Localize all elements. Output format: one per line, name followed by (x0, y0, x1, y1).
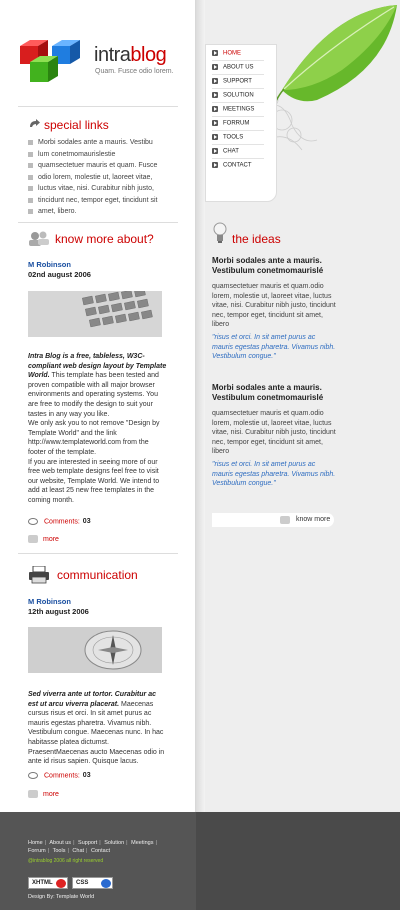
link-arrow-icon (28, 119, 40, 129)
brand-part1: intra (94, 44, 131, 66)
nav-label: ABOUT US (223, 64, 254, 71)
arrow-right-icon (212, 78, 218, 84)
footer-link[interactable]: Contact (91, 848, 110, 854)
footer-link[interactable]: Home (28, 840, 43, 846)
nav-separator (212, 116, 264, 117)
footer-link[interactable]: About us (49, 840, 72, 846)
list-item[interactable]: lum conetmomaurislestie (28, 149, 170, 161)
post-body (28, 690, 168, 767)
post-date: 02nd august 2006 (28, 270, 91, 279)
nav-label: HOME (223, 50, 241, 57)
list-item[interactable]: quamsectetuer mauris et quam. Fusce (28, 160, 170, 172)
nav-item-support[interactable] (212, 78, 252, 85)
post-body (28, 352, 168, 506)
nav-item-meetings[interactable] (212, 106, 254, 113)
document-icon (28, 535, 38, 543)
nav-label: TOOLS (223, 134, 244, 141)
idea-text: quamsectetuer mauris et quam.odio lorem, molestie ut, laoreet vitae, luctus vitae, nisi. Curabitur nibh justo, tincidunt nec, tempor eget, tincidunt sit amet, libero (212, 283, 336, 329)
footer (0, 812, 400, 910)
comments-label: Comments: (44, 772, 80, 780)
post-lead: Sed viverra ante ut tortor. Curabitur ac est ut arcu viverra placerat. (28, 691, 156, 708)
more-label: more (43, 790, 59, 798)
post-author[interactable]: M Robinson (28, 260, 71, 269)
know-more-title: know more about? (55, 232, 154, 246)
nav-label: FORRUM (223, 120, 250, 127)
nav-separator (212, 102, 264, 103)
main-navigation (205, 44, 277, 202)
nav-label: SUPPORT (223, 78, 252, 85)
know-more-label: know more (296, 516, 331, 523)
footer-link[interactable]: Solution (104, 840, 125, 846)
lightbulb-icon (213, 222, 227, 244)
post-text: If you are interested in seeing more of our free web template designs feel free to visit our website, Template World. We intend to add at least 25 new free templates in the coming month. (28, 458, 160, 504)
post-lead: Intra Blog is a free, tableless, W3C-compliant web design layout by Template World. (28, 353, 167, 380)
nav-label: CHAT (223, 148, 239, 155)
idea-quote: "risus et orci. In sit amet purus ac mauris egestas pharetra. Vivamus nibh. Vestibulum congue." (212, 334, 336, 361)
keyboard-image (28, 291, 162, 337)
document-icon (28, 790, 38, 798)
copyright-text: @intrablog 2006 all right reserved (28, 858, 104, 864)
special-links-title: special links (44, 118, 109, 132)
comment-bubble-icon (28, 518, 38, 525)
people-icon (28, 231, 50, 247)
idea-quote: "risus et orci. In sit amet purus ac mauris egestas pharetra. Vivamus nibh. Vestibulum congue." (212, 461, 336, 488)
nav-item-forrum[interactable] (212, 120, 249, 127)
nav-label: MEETINGS (223, 106, 255, 113)
nav-label: CONTACT (223, 162, 252, 169)
list-item[interactable]: odio lorem, molestie ut, laoreet vitae, (28, 172, 170, 184)
nav-item-home[interactable] (212, 50, 241, 57)
nav-separator (212, 130, 264, 131)
special-links-list (28, 137, 170, 218)
post-date: 12th august 2006 (28, 607, 89, 616)
footer-link[interactable]: Chat (72, 848, 85, 854)
nav-separator (212, 144, 264, 145)
compass-image (28, 627, 162, 673)
know-more-button[interactable] (212, 513, 334, 527)
xhtml-label: XHTML (32, 880, 53, 886)
nav-label: SOLUTION (223, 92, 254, 99)
footer-link[interactable]: Support (78, 840, 98, 846)
more-link[interactable] (28, 790, 59, 798)
brand-tagline: Quam. Fusce odio lorem. (95, 68, 174, 75)
nav-item-tools[interactable] (212, 134, 243, 141)
document-icon (280, 516, 290, 524)
arrow-right-icon (212, 92, 218, 98)
design-by-text: Design By: Template World (28, 894, 95, 900)
arrow-right-icon (212, 106, 218, 112)
arrow-right-icon (101, 879, 111, 888)
footer-link[interactable]: Forrum (28, 848, 46, 854)
brand-logo-text[interactable] (94, 44, 166, 67)
arrow-right-icon (212, 162, 218, 168)
idea-text: quamsectetuer mauris et quam.odio lorem, molestie ut, laoreet vitae, luctus vitae, nisi. Curabitur nibh justo, tincidunt nec, tempor eget, tincidunt sit amet, libero (212, 410, 336, 456)
logo-cubes-icon[interactable] (18, 38, 82, 86)
arrow-right-icon (212, 148, 218, 154)
nav-item-chat[interactable] (212, 148, 239, 155)
ideas-title: the ideas (232, 232, 281, 246)
more-link[interactable] (28, 535, 59, 543)
leaf-decoration-icon (262, 0, 400, 155)
post-author[interactable]: M Robinson (28, 597, 71, 606)
post-text: Maecenas cursus risus et orci. In sit amet purus ac mauris egestas pharetra. Vivamus nibh. Vestibulum congue. Maecenas nunc. In hac habitasse platea dictumst. PraesentMaecenas aucto Maecenas odio in ante id risus sapien. Quisque lacus. (28, 700, 165, 766)
post-text: This template has been tested and proven compatible with all major browser environments and operating systems. You are free to modify the design to suit your tastes in any way you like. (28, 372, 159, 418)
post-text: We only ask you to not remove "Design by Template World" and the link http://www.templateworld.com from the footer of the template. (28, 420, 160, 456)
comments-link[interactable] (28, 772, 91, 779)
footer-link[interactable]: Meetings (131, 840, 154, 846)
comments-count: 03 (82, 772, 91, 780)
comments-count: 03 (82, 518, 91, 526)
divider (18, 553, 178, 554)
nav-separator (212, 74, 264, 75)
nav-separator (212, 60, 264, 61)
comments-label: Comments: (44, 518, 80, 526)
css-badge[interactable] (72, 877, 113, 889)
arrow-right-icon (212, 120, 218, 126)
list-item[interactable]: amet, libero. (28, 206, 170, 218)
idea-heading[interactable]: Morbi sodales ante a mauris. Vestibulum conetmomaurislé (212, 383, 324, 402)
idea-heading[interactable]: Morbi sodales ante a mauris. Vestibulum conetmomaurislé (212, 256, 324, 275)
list-item[interactable]: luctus vitae, nisi. Curabitur nibh justo, (28, 183, 170, 195)
divider (18, 106, 178, 107)
nav-item-about[interactable] (212, 64, 254, 71)
column-divider (196, 0, 205, 812)
arrow-right-icon (56, 879, 66, 888)
printer-icon (28, 566, 50, 584)
brand-part2: blog (130, 44, 167, 66)
comment-bubble-icon (28, 772, 38, 779)
list-item[interactable]: tincidunt nec, tempor eget, tincidunt sit (28, 195, 170, 207)
footer-link[interactable]: Tools (52, 848, 66, 854)
comments-link[interactable] (28, 518, 91, 525)
footer-links: Home | About us | Support | Solution | Meetings | Forrum | Tools | Chat | Contact (28, 840, 157, 854)
arrow-right-icon (212, 64, 218, 70)
nav-item-solution[interactable] (212, 92, 254, 99)
divider (18, 222, 178, 223)
more-label: more (43, 535, 59, 543)
arrow-right-icon (212, 134, 218, 140)
arrow-right-icon (212, 50, 218, 56)
communication-title: communication (57, 568, 138, 582)
nav-separator (212, 158, 264, 159)
nav-separator (212, 88, 264, 89)
nav-item-contact[interactable] (212, 162, 252, 169)
list-item[interactable]: Morbi sodales ante a mauris. Vestibu (28, 137, 170, 149)
xhtml-badge[interactable] (28, 877, 68, 889)
css-label: CSS (76, 880, 89, 886)
